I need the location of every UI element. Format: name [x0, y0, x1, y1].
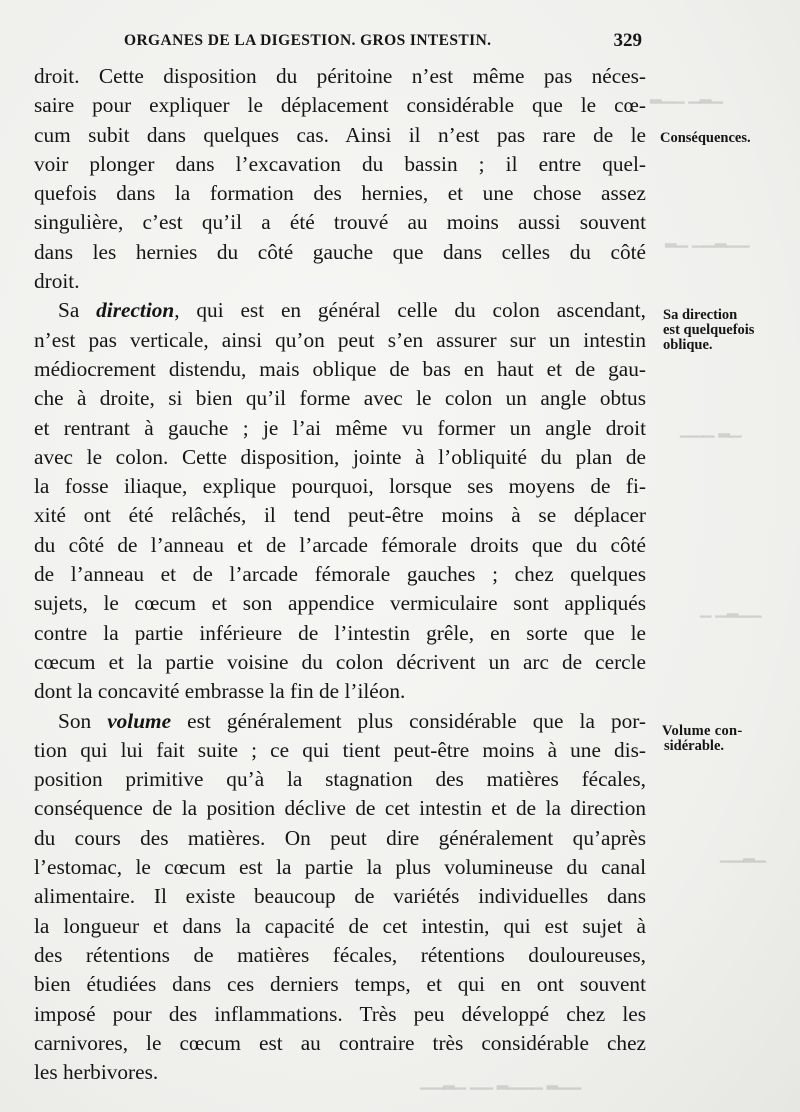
bleed-through-mark: ▁▁▂ ▁▁▁▂ ▁▁ ▁▂▁▁: [420, 1074, 582, 1090]
text-line: [34, 1029, 646, 1058]
text-segment: alimentaire. Il existe beaucoup de variétés individuelles dans: [34, 884, 646, 909]
text-segment: sujets, le cœcum et son appendice vermiculaire sont appliqués: [34, 591, 646, 616]
text-segment: du cours des matières. On peut dire généralement qu’après: [34, 825, 646, 850]
text-line: [34, 531, 646, 560]
text-segment: les herbivores.: [34, 1060, 159, 1085]
paragraph: [34, 707, 646, 1088]
text-segment: carnivores, le cœcum est au contraire très considérable chez: [34, 1030, 646, 1055]
text-line: [34, 707, 646, 736]
text-segment: du côté de l’anneau et de l’arcade fémorale droits que du côté: [34, 532, 646, 557]
text-line: [34, 736, 646, 765]
margin-note-line: Conséquences.: [660, 130, 751, 146]
text-line: [34, 765, 646, 794]
text-line: [34, 1058, 646, 1087]
text-line: [34, 1000, 646, 1029]
paragraph: [34, 296, 646, 706]
text-segment: des rétentions de matières fécales, rétentions douloureuses,: [34, 942, 646, 967]
page-header: [36, 30, 648, 56]
text-segment: n’est pas verticale, ainsi qu’on peut s’en assurer sur un intestin: [34, 327, 646, 352]
text-segment: bien étudiées dans ces derniers temps, et qui en ont souvent: [34, 972, 646, 997]
text-line: [34, 296, 646, 325]
text-segment: quefois dans la formation des hernies, et une chose assez: [34, 181, 646, 206]
text-line: [34, 970, 646, 999]
text-segment: est généralement plus considérable que la por-: [171, 708, 647, 733]
text-line: [34, 62, 646, 91]
text-segment: position primitive qu’à la stagnation des matières fécales,: [34, 767, 646, 792]
text-line: [34, 824, 646, 853]
bleed-through-mark: ▁▁▂▁ ▁: [700, 602, 762, 618]
emphasized-term: direction: [96, 298, 175, 323]
margin-note: [662, 724, 743, 754]
emphasized-term: volume: [107, 708, 172, 733]
text-line: [34, 326, 646, 355]
running-head: ORGANES DE LA DIGESTION. GROS INTESTIN.: [124, 32, 492, 49]
text-segment: droit.: [34, 269, 80, 294]
text-line: [34, 941, 646, 970]
text-line: [34, 912, 646, 941]
margin-note: [660, 131, 751, 146]
text-line: [34, 238, 646, 267]
text-line: [34, 414, 646, 443]
text-line: [34, 121, 646, 150]
bleed-through-mark: ▁▂▁▁: [720, 847, 767, 863]
text-line: [34, 648, 646, 677]
text-segment: cum subit dans quelques cas. Ainsi il n’est pas rare de le: [34, 122, 646, 147]
text-line: [34, 91, 646, 120]
text-segment: la longueur et dans la capacité de cet intestin, qui est sujet à: [34, 913, 646, 938]
text-line: [34, 853, 646, 882]
text-segment: singulière, c’est qu’il a été trouvé au moins aussi souvent: [34, 210, 646, 235]
text-line: [34, 677, 646, 706]
text-line: [34, 619, 646, 648]
page-number: 329: [613, 30, 642, 51]
text-segment: dans les hernies du côté gauche que dans celles du côté: [34, 239, 646, 264]
margin-note-line: sidérable.: [664, 738, 725, 754]
text-line: [34, 589, 646, 618]
text-segment: dont la concavité embrasse la fin de l’iléon.: [34, 679, 406, 704]
margin-note-line: est quelquefois: [663, 322, 755, 338]
text-segment: saire pour expliquer le déplacement considérable que le cœ-: [34, 93, 646, 118]
text-segment: voir plonger dans l’excavation du bassin ; il entre quel-: [34, 151, 646, 176]
text-line: [34, 150, 646, 179]
text-line: [34, 208, 646, 237]
text-segment: che à droite, si bien qu’il forme avec le colon un angle obtus: [34, 386, 646, 411]
text-segment: imposé pour des inflammations. Très peu développé chez les: [34, 1001, 646, 1026]
text-line: [34, 560, 646, 589]
text-line: [34, 384, 646, 413]
text-segment: droit. Cette disposition du péritoine n’est même pas néces-: [34, 64, 646, 88]
body-text: [34, 62, 646, 1087]
margin-note-line: oblique.: [663, 337, 713, 353]
text-segment: et rentrant à gauche ; je l’ai même vu former un angle droit: [34, 415, 646, 440]
text-line: [34, 179, 646, 208]
bleed-through-mark: ▁▂ ▁▁▁: [680, 422, 742, 438]
text-line: [34, 355, 646, 384]
text-segment: xité ont été relâchés, il tend peut-être moins à se déplacer: [34, 503, 646, 528]
text-segment: l’estomac, le cœcum est la partie la plus volumineuse du canal: [34, 855, 646, 880]
bleed-through-mark: ▁▂▁ ▁▁▂: [650, 88, 723, 104]
text-line: [34, 501, 646, 530]
text-line: [34, 443, 646, 472]
text-segment: Sa: [58, 298, 97, 323]
bleed-through-mark: ▁▁▂▁▁ ▁▂: [665, 232, 750, 248]
text-segment: avec le colon. Cette disposition, jointe à l’obliquité du plan de: [34, 444, 646, 469]
margin-note-line: Volume con-: [662, 723, 743, 739]
text-line: [34, 267, 646, 296]
margin-note: [663, 308, 754, 353]
text-segment: conséquence de la position déclive de cet intestin et de la direction: [34, 796, 646, 821]
text-segment: Son: [58, 708, 108, 733]
text-line: [34, 882, 646, 911]
margin-note-line: Sa direction: [663, 307, 738, 323]
text-line: [34, 472, 646, 501]
text-segment: la fosse iliaque, explique pourquoi, lorsque ses moyens de fi-: [34, 474, 646, 499]
text-segment: cœcum et la partie voisine du colon décrivent un arc de cercle: [34, 649, 646, 674]
text-segment: médiocrement distendu, mais oblique de bas en haut et de gau-: [34, 356, 646, 381]
text-line: [34, 794, 646, 823]
text-segment: , qui est en général celle du colon ascendant,: [174, 298, 646, 323]
text-segment: contre la partie inférieure de l’intestin grêle, en sorte que le: [34, 620, 646, 645]
text-segment: de l’anneau et de l’arcade fémorale gauches ; chez quelques: [34, 562, 646, 587]
text-segment: tion qui lui fait suite ; ce qui tient peut-être moins à une dis-: [34, 737, 646, 762]
paragraph: [34, 62, 646, 296]
